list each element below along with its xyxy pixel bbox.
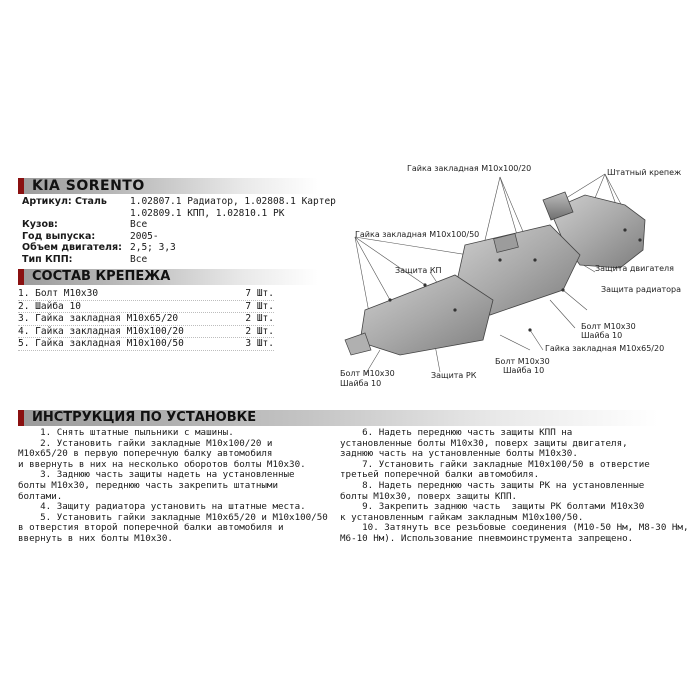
transfer-case-plate-shape	[360, 275, 493, 355]
instruction-line: в отверстия второй поперечной балки автомобиля и	[18, 522, 284, 534]
spec-row-article-cont	[22, 208, 336, 220]
instruction-line: 9. Закрепить заднюю часть защиты РК болтами М10х30	[340, 501, 645, 513]
spec-value: 2005-	[130, 230, 159, 242]
fasteners-list	[18, 288, 274, 351]
header-accent	[18, 178, 24, 194]
callout-nut-65-20: Гайка закладная М10х65/20	[545, 344, 665, 353]
spec-row-gearbox	[22, 254, 336, 266]
instruction-line: 6. Надеть переднюю часть защиты КПП на	[340, 427, 573, 438]
fastener-qty: 2 Шт.	[245, 313, 274, 324]
spec-row-body	[22, 219, 336, 231]
spec-label: Год выпуска:	[22, 230, 96, 242]
instruction-line: болты М10х30, поверх защиты КПП.	[340, 490, 518, 502]
callout-engine-guard: Защита двигателя	[595, 264, 674, 273]
spec-value: Все	[130, 219, 148, 230]
callout-stock-fasteners: Штатный крепеж	[607, 168, 682, 177]
header-accent	[18, 269, 24, 285]
list-item	[18, 288, 274, 301]
instruction-line: М10х65/20 в первую поперечную балку автомобиля	[18, 448, 273, 460]
header-accent	[18, 410, 24, 426]
fastener-name: 4. Гайка закладная М10х100/20	[18, 325, 184, 337]
callout-washer-c: Шайба 10	[340, 379, 382, 388]
fastener-qty: 7 Шт.	[245, 288, 274, 299]
instruction-line: болты М10х30, переднюю часть закрепить штатными	[18, 479, 278, 491]
skid-plate-diagram	[325, 150, 682, 400]
instruction-line: установленные болты М10х30, поверх защиты двигателя,	[340, 437, 628, 449]
instruction-line: 7. Установить гайки закладные М10х100/50 в отверстие	[340, 458, 650, 470]
spec-label: Тип КПП:	[22, 253, 73, 265]
fastener-qty: 7 Шт.	[245, 300, 274, 312]
instructions-header	[18, 410, 658, 426]
instruction-line: и ввернуть в них на несколько оборотов болты М10х30.	[18, 458, 306, 470]
fastener-qty: 3 Шт.	[245, 338, 274, 349]
instruction-line: 3. Заднюю часть защиты надеть на установленные	[18, 469, 295, 481]
callout-nut-100-20: Гайка закладная М10х100/20	[407, 164, 532, 173]
list-item	[18, 338, 274, 351]
instruction-line: 8. Надеть переднюю часть защиты РК на установленные	[340, 479, 645, 491]
callout-radiator-guard: Защита радиатора	[601, 285, 682, 294]
fastener-name: 2. Шайба 10	[18, 300, 81, 312]
list-item	[18, 326, 274, 339]
instruction-line: 5. Установить гайки закладные М10х65/20 и М10х100/50	[18, 511, 328, 523]
callout-bolt-c: Болт М10х30	[340, 369, 395, 378]
spec-label: Артикул: Сталь	[22, 196, 107, 207]
list-item	[18, 301, 274, 314]
instruction-line: к установленным гайкам закладным М10х100/50.	[340, 511, 584, 523]
instruction-line: третьей поперечной балки автомобиля.	[340, 469, 540, 481]
spec-value: Все	[130, 253, 148, 265]
instruction-line: 1. Снять штатные пыльники с машины.	[18, 427, 234, 438]
instruction-line: М6-10 Нм). Использование пневмоинструмента запрещено.	[340, 532, 634, 544]
spec-table	[22, 196, 336, 265]
instructions-title: ИНСТРУКЦИЯ ПО УСТАНОВКЕ	[32, 410, 257, 425]
instruction-line: 10. Затянуть все резьбовые соединения (М10-50 Нм, М8-30 Нм,	[340, 522, 689, 534]
spec-value: 1.02809.1 КПП, 1.02810.1 РК	[130, 207, 285, 219]
spec-row-engine	[22, 242, 336, 254]
instruction-line: 2. Установить гайки закладные М10х100/20 и	[18, 437, 273, 449]
fastener-qty: 2 Шт.	[245, 325, 274, 337]
model-title: KIA SORENTO	[32, 178, 145, 194]
callout-washer-a: Шайба 10	[581, 331, 623, 340]
instructions-right-column	[340, 427, 689, 545]
list-item	[18, 313, 274, 326]
fasteners-title: СОСТАВ КРЕПЕЖА	[32, 269, 171, 284]
callout-washer-b: Шайба 10	[503, 366, 545, 375]
model-header	[18, 178, 318, 194]
instruction-line: ввернуть в них болты М10х30.	[18, 532, 173, 544]
callout-nut-100-50: Гайка закладная М10х100/50	[355, 230, 480, 239]
fastener-name: 3. Гайка закладная М10х65/20	[18, 313, 179, 324]
instruction-line: заднюю часть на установленные болты М10х30.	[340, 448, 578, 460]
instruction-line: 4. Защиту радиатора установить на штатные места.	[18, 501, 306, 513]
callout-bolt-b: Болт М10х30	[495, 357, 550, 366]
fasteners-header	[18, 269, 318, 285]
spec-label: Объем двигателя:	[22, 242, 122, 253]
spec-label: Кузов:	[22, 219, 58, 230]
instruction-line: болтами.	[18, 490, 63, 502]
fastener-name: 1. Болт М10х30	[18, 288, 99, 299]
callout-transfer-case-guard: Защита РК	[431, 371, 477, 380]
instructions-left-column	[18, 428, 343, 545]
spec-value: 2,5; 3,3	[130, 242, 176, 253]
fastener-name: 5. Гайка закладная М10х100/50	[18, 338, 184, 349]
callout-gearbox-guard: Защита КП	[395, 266, 442, 275]
spec-row-year	[22, 231, 336, 243]
callout-bolt-a: Болт М10х30	[581, 322, 636, 331]
spec-value: 1.02807.1 Радиатор, 1.02808.1 Картер	[130, 196, 336, 207]
spec-row-article	[22, 196, 336, 208]
